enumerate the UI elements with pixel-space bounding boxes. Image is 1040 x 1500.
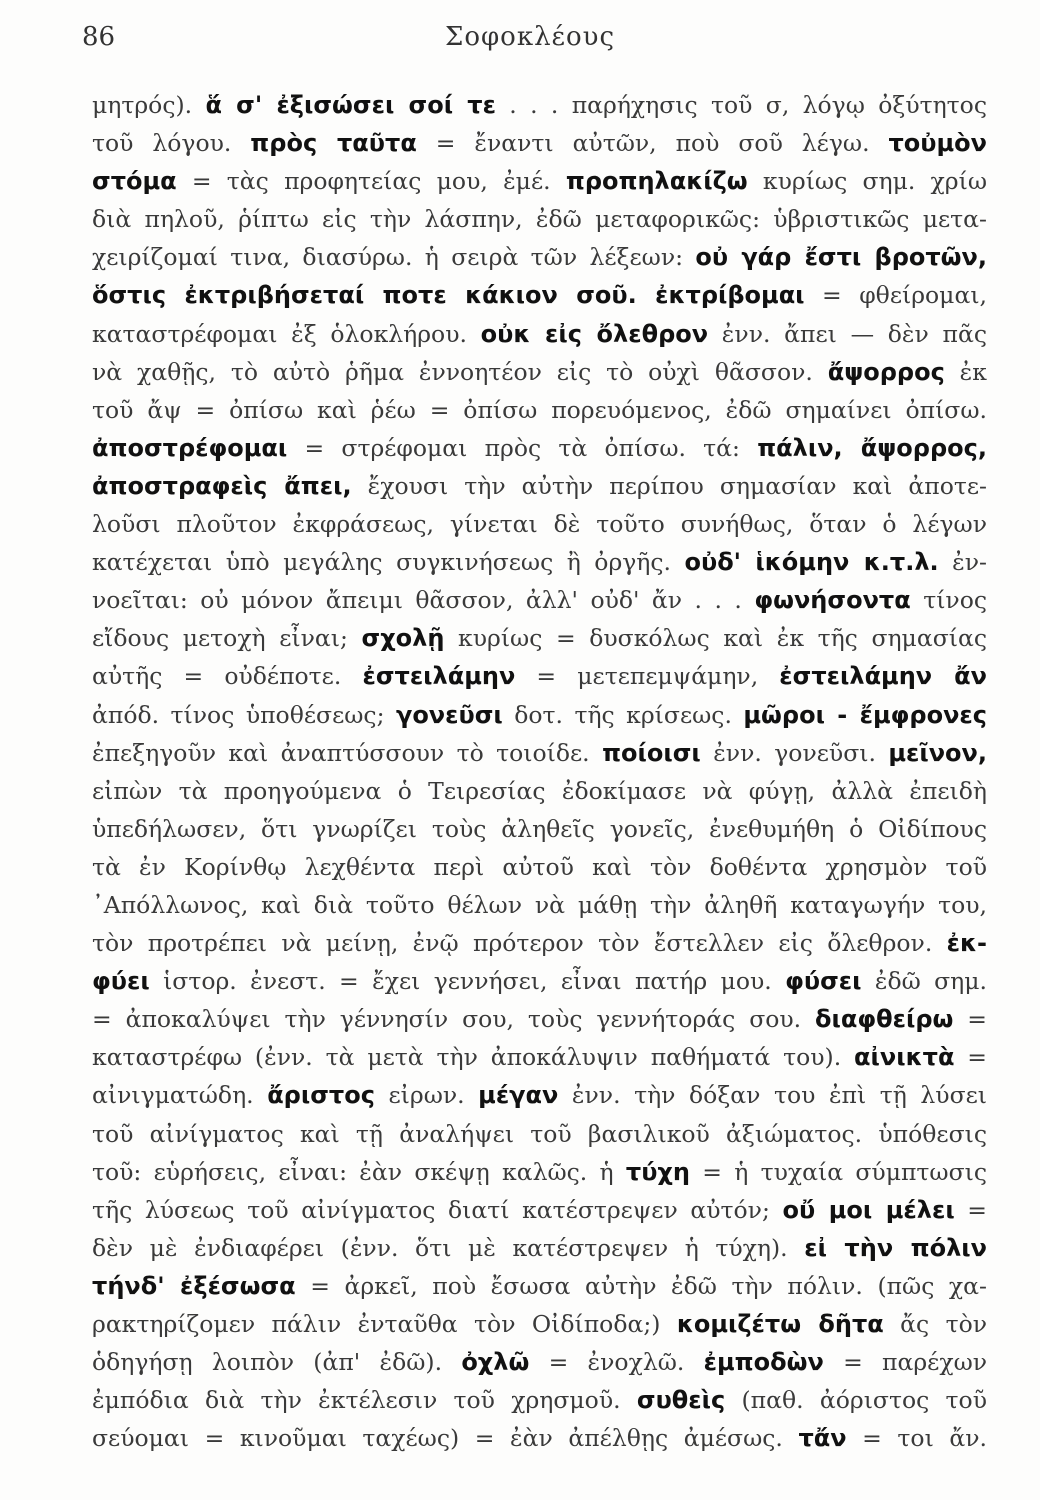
gloss-text: νοεῖται: οὐ μόνον ἄπειμι θᾶσσον, ἀλλ' οὐδ' ἄν . . . xyxy=(92,586,755,615)
lemma-term: πρὸς ταῦτα xyxy=(250,129,417,158)
lemma-term: οὔ μοι μέλει xyxy=(782,1195,955,1224)
lemma-term: ἐστειλάμην xyxy=(362,662,516,691)
text-line xyxy=(92,1191,987,1229)
lemma-term: τοὐμὸν xyxy=(888,129,987,158)
text-line xyxy=(92,353,987,391)
gloss-text: = xyxy=(954,1195,987,1224)
text-line xyxy=(92,162,987,200)
lemma-term: ἐμποδὼν xyxy=(703,1348,824,1377)
lemma-term: φύσει xyxy=(785,967,862,996)
gloss-text: τοῦ αἰνίγματος καὶ τῇ ἀναλήψει τοῦ βασιλικοῦ ἀξιώματος. ὑπόθεσις xyxy=(92,1119,987,1148)
gloss-text: κατέχεται ὑπὸ μεγάλης συγκινήσεως ἢ ὀργῆς. xyxy=(92,548,685,577)
text-line xyxy=(92,924,987,962)
gloss-text: χειρίζομαί τινα, διασύρω. ἡ σειρὰ τῶν λέξεων: xyxy=(92,243,696,272)
gloss-text: = ἐνοχλῶ. xyxy=(529,1348,704,1377)
gloss-text: ᾿Απόλλωνος, καὶ διὰ τοῦτο θέλων νὰ μάθῃ τὴν ἀληθῆ καταγωγήν του, xyxy=(92,890,987,919)
text-line xyxy=(92,1267,987,1305)
lemma-term: ἄψορρος xyxy=(827,357,945,386)
text-line xyxy=(92,696,987,734)
gloss-text: δοτ. τῆς κρίσεως. xyxy=(502,700,744,729)
text-line xyxy=(92,886,987,924)
lemma-term: μεῖνον, xyxy=(888,738,987,767)
lemma-term: ὀχλῶ xyxy=(461,1348,530,1377)
text-line xyxy=(92,1000,987,1038)
gloss-text: ἐνν. ἄπει — δὲν πᾶς xyxy=(708,319,987,348)
text-line xyxy=(92,429,987,467)
lemma-term: οὐδ' ἱκόμην κ.τ.λ. xyxy=(684,548,939,577)
gloss-text: = στρέφομαι πρὸς τὰ ὀπίσω. τά: xyxy=(287,433,758,462)
gloss-text: = ἀρκεῖ, ποὺ ἔσωσα αὐτὴν ἐδῶ τὴν πόλιν. (πῶς χα- xyxy=(295,1271,987,1300)
text-line xyxy=(92,962,987,1000)
text-line xyxy=(92,848,987,886)
lemma-term: ἀποστρέφομαι xyxy=(92,433,288,462)
gloss-text: = ἔναντι αὐτῶν, ποὺ σοῦ λέγω. xyxy=(416,129,889,158)
lemma-term: τἄν xyxy=(798,1424,847,1453)
lemma-term: οὐ γάρ ἔστι βροτῶν, xyxy=(695,243,987,272)
gloss-text: καταστρέφομαι ἐξ ὁλοκλήρου. xyxy=(92,319,481,348)
text-line xyxy=(92,238,987,276)
gloss-text: μητρός). xyxy=(92,91,206,119)
gloss-text: . . . παρήχησις τοῦ σ, λόγῳ ὀξύτητος xyxy=(495,91,987,119)
gloss-text: λοῦσι πλοῦτον ἐκφράσεως, γίνεται δὲ τοῦτο συνήθως, ὅταν ὁ λέγων xyxy=(92,510,987,539)
gloss-text: = xyxy=(954,1043,987,1072)
lemma-term: ἐκ- xyxy=(946,929,987,958)
text-line xyxy=(92,276,987,314)
gloss-text: ἐν- xyxy=(938,548,987,577)
gloss-text: τίνος xyxy=(910,586,987,615)
gloss-text: κυρίως = δυσκόλως καὶ ἐκ τῆς σημασίας xyxy=(444,624,987,653)
lemma-term: σχολῇ xyxy=(361,624,445,653)
gloss-text: = ἡ τυχαία σύμπτωσις xyxy=(690,1157,987,1186)
text-line xyxy=(92,1076,987,1114)
gloss-text: ἐνν. τὴν δόξαν του ἐπὶ τῇ λύσει xyxy=(558,1081,987,1110)
gloss-text: τοῦ λόγου. xyxy=(92,129,251,158)
lemma-term: τήνδ' ἐξέσωσα xyxy=(92,1271,296,1300)
gloss-text: ρακτηρίζομεν πάλιν ἐνταῦθα τὸν Οἰδίποδα;) xyxy=(92,1310,677,1338)
text-line xyxy=(92,1343,987,1381)
gloss-text: τὸν προτρέπει νὰ μείνῃ, ἐνῷ πρότερον τὸν ἔστελλεν εἰς ὄλεθρον. xyxy=(92,929,947,958)
gloss-text: ἱστορ. ἐνεστ. = ἔχει γεννήσει, εἶναι πατήρ μου. xyxy=(149,967,786,996)
gloss-text: κυρίως σημ. χρίω xyxy=(747,167,987,196)
lemma-term: ἅ σ' ἐξισώσει σοί τε xyxy=(205,91,496,119)
gloss-text: καταστρέφω (ἐνν. τὰ μετὰ τὴν ἀποκάλυψιν παθήματά του). xyxy=(92,1043,855,1072)
lemma-term: αἰνικτὰ xyxy=(854,1043,955,1072)
text-line xyxy=(92,505,987,543)
text-line xyxy=(92,315,987,353)
gloss-text: τοῦ ἄψ = ὀπίσω καὶ ῥέω = ὀπίσω πορευόμενος, ἐδῶ σημαίνει ὀπίσω. xyxy=(92,395,987,424)
text-line xyxy=(92,772,987,810)
lemma-term: ἄριστος xyxy=(267,1081,375,1110)
text-line xyxy=(92,1305,987,1343)
text-line xyxy=(92,124,987,162)
lemma-term: γονεῦσι xyxy=(395,700,503,729)
gloss-text: εἰρων. xyxy=(374,1081,479,1110)
lemma-term: ὅστις ἐκτριβήσεταί ποτε κάκιον σοῦ. ἐκτρίβομαι xyxy=(92,281,805,310)
gloss-text: ἐνν. γονεῦσι. xyxy=(700,738,889,767)
text-line xyxy=(92,391,987,429)
text-line xyxy=(92,581,987,619)
gloss-text: = τὰς προφητείας μου, ἐμέ. xyxy=(176,167,566,196)
lemma-term: προπηλακίζω xyxy=(565,167,748,196)
gloss-text: σεύομαι = κινοῦμαι ταχέως) = ἐὰν ἀπέλθῃς ἀμέσως. xyxy=(92,1424,799,1453)
page-header xyxy=(80,22,980,62)
text-line xyxy=(92,200,987,238)
gloss-text: ἄς τὸν xyxy=(883,1310,987,1338)
gloss-text: αὐτῆς = οὐδέποτε. xyxy=(92,662,363,691)
gloss-text: τὰ ἐν Κορίνθῳ λεχθέντα περὶ αὐτοῦ καὶ τὸν δοθέντα χρησμὸν τοῦ xyxy=(92,852,987,881)
gloss-text: ἐκ xyxy=(944,357,987,386)
gloss-text: τοῦ: εὑρήσεις, εἶναι: ἐὰν σκέψῃ καλῶς. ἡ xyxy=(92,1157,626,1186)
lemma-term: τύχη xyxy=(625,1157,690,1186)
gloss-text: ὑπεδήλωσεν, ὅτι γνωρίζει τοὺς ἀληθεῖς γονεῖς, ἐνεθυμήθη ὁ Οἰδίπους xyxy=(92,814,987,843)
gloss-text: τῆς λύσεως τοῦ αἰνίγματος διατί κατέστρεψεν αὐτόν; xyxy=(92,1195,783,1224)
lemma-term: μῶροι - ἔμφρονες xyxy=(743,700,987,729)
text-line xyxy=(92,619,987,657)
gloss-text: εἴδους μετοχὴ εἶναι; xyxy=(92,624,362,653)
commentary-text xyxy=(92,86,987,1457)
text-line xyxy=(92,1153,987,1191)
gloss-text: εἰπὼν τὰ προηγούμενα ὁ Τειρεσίας ἐδοκίμασε νὰ φύγῃ, ἀλλὰ ἐπειδὴ xyxy=(92,776,987,805)
gloss-text: = τοι ἄν. xyxy=(846,1424,987,1453)
lemma-term: εἰ τὴν πόλιν xyxy=(804,1233,987,1262)
lemma-term: φωνήσοντα xyxy=(754,586,911,615)
lemma-term: στόμα xyxy=(92,167,177,196)
gloss-text: = παρέχων xyxy=(823,1348,987,1377)
gloss-text: ἐμπόδια διὰ τὴν ἐκτέλεσιν τοῦ χρησμοῦ. xyxy=(92,1386,637,1415)
gloss-text: = ἀποκαλύψει τὴν γέννησίν σου, τοὺς γεννήτοράς σου. xyxy=(92,1005,816,1034)
gloss-text: δὲν μὲ ἐνδιαφέρει (ἐνν. ὅτι μὲ κατέστρεψεν ἡ τύχη). xyxy=(92,1233,805,1262)
text-line xyxy=(92,467,987,505)
lemma-term: ἐστειλάμην ἄν xyxy=(779,662,987,691)
lemma-term: ἀποστραφεὶς ἄπει, xyxy=(92,471,352,500)
gloss-text: = φθείρομαι, xyxy=(804,281,987,310)
gloss-text: αἰνιγματώδη. xyxy=(92,1081,268,1110)
gloss-text: = μετεπεμψάμην, xyxy=(515,662,780,691)
text-line xyxy=(92,1381,987,1419)
lemma-term: μέγαν xyxy=(478,1081,559,1110)
lemma-term: φύει xyxy=(92,967,150,996)
text-line xyxy=(92,86,987,124)
gloss-text: ὁδηγήσῃ λοιπὸν (ἀπ' ἐδῶ). xyxy=(92,1348,462,1377)
text-line xyxy=(92,1038,987,1076)
gloss-text: ἔχουσι τὴν αὐτὴν περίπου σημασίαν καὶ ἀποτε- xyxy=(351,471,987,500)
lemma-term: συθεὶς xyxy=(636,1386,726,1415)
lemma-term: πάλιν, ἄψορρος, xyxy=(757,433,987,462)
page-number: 86 xyxy=(82,22,116,52)
text-line xyxy=(92,1419,987,1457)
gloss-text: διὰ πηλοῦ, ῥίπτω εἰς τὴν λάσπην, ἐδῶ μεταφορικῶς: ὑβριστικῶς μετα- xyxy=(92,205,987,234)
gloss-text: νὰ χαθῇς, τὸ αὐτὸ ῥῆμα ἐννοητέον εἰς τὸ οὐχὶ θᾶσσον. xyxy=(92,357,828,386)
lemma-term: οὐκ εἰς ὄλεθρον xyxy=(480,319,709,348)
text-line xyxy=(92,1115,987,1153)
gloss-text: = xyxy=(953,1005,987,1034)
text-line xyxy=(92,734,987,772)
lemma-term: διαφθείρω xyxy=(815,1005,954,1034)
lemma-term: ποίοισι xyxy=(602,738,701,767)
gloss-text: ἐπεξηγοῦν καὶ ἀναπτύσσουν τὸ τοιοίδε. xyxy=(92,738,603,767)
gloss-text: ἀπόδ. τίνος ὑποθέσεως; xyxy=(92,700,396,729)
text-line xyxy=(92,810,987,848)
text-line xyxy=(92,657,987,695)
gloss-text: ἐδῶ σημ. xyxy=(861,967,987,996)
text-line xyxy=(92,1229,987,1267)
lemma-term: κομιζέτω δῆτα xyxy=(676,1310,884,1338)
gloss-text: (παθ. ἀόριστος τοῦ xyxy=(725,1386,987,1415)
text-line xyxy=(92,543,987,581)
running-title: Σοφοκλέους xyxy=(444,22,616,52)
